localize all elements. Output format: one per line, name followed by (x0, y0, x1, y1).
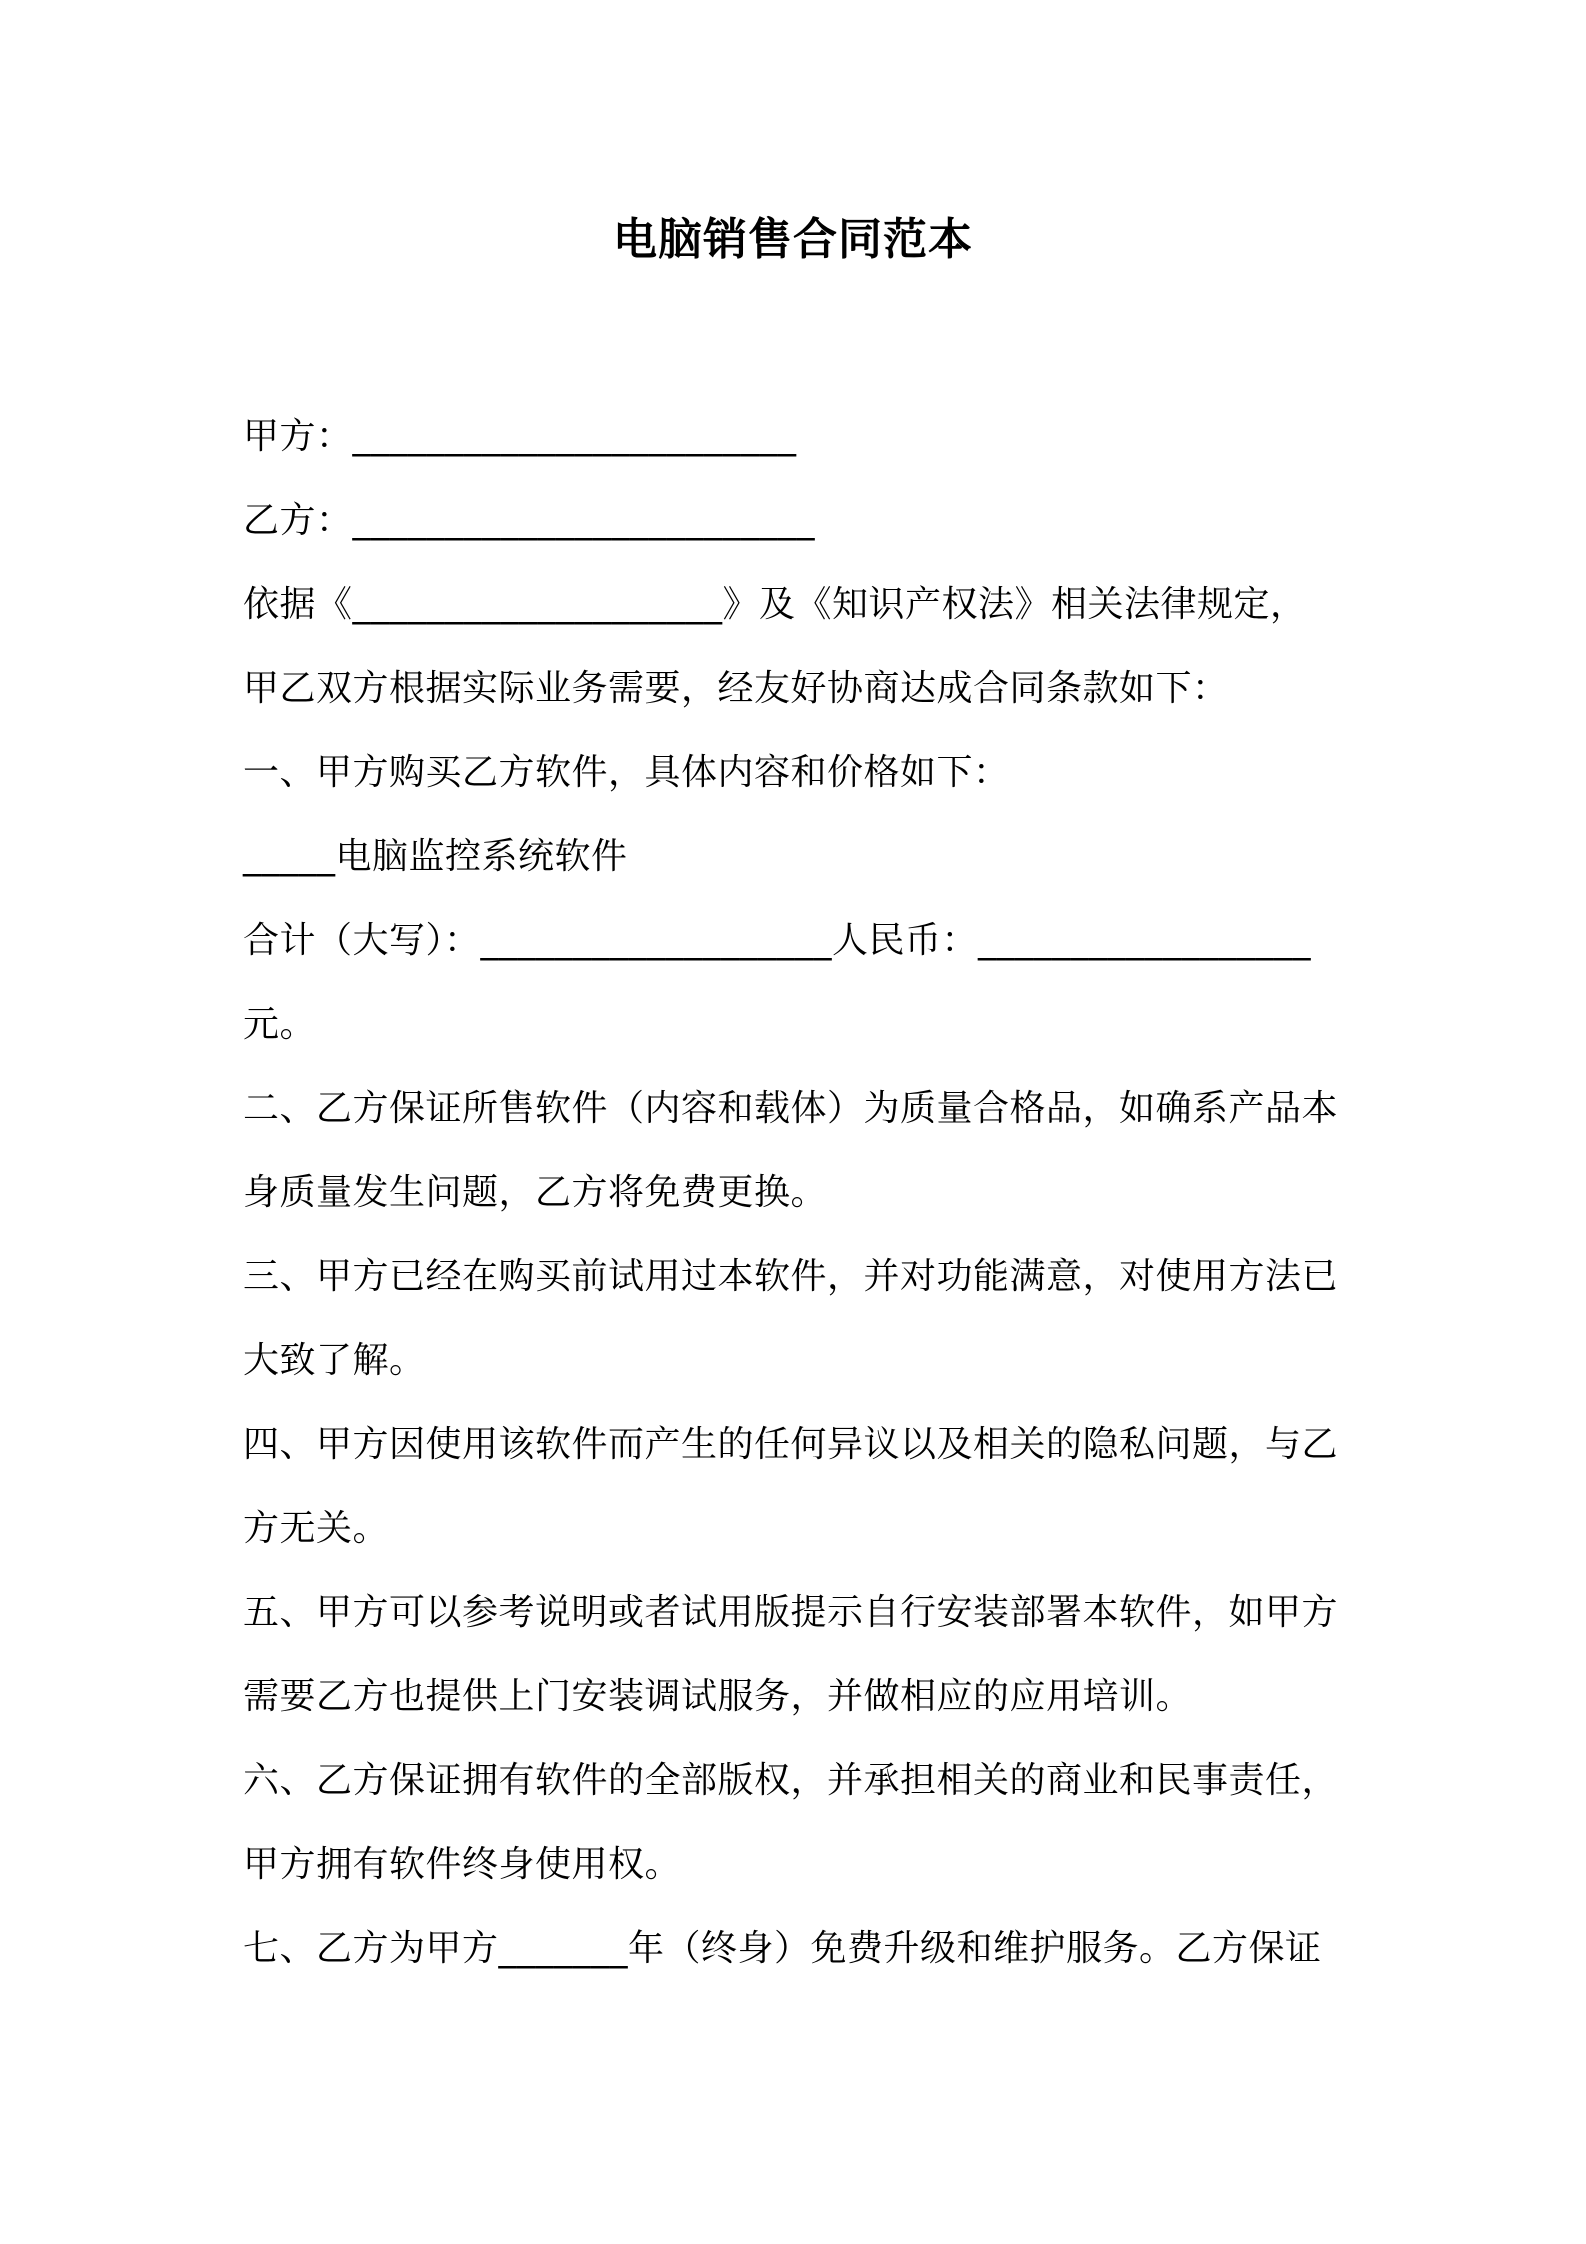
clause-4-line-1: 四、甲方因使用该软件而产生的任何异议以及相关的隐私问题，与乙 (243, 1424, 1339, 1465)
software-line: _____电脑监控系统软件 (243, 836, 628, 877)
clause-6-line-1: 六、乙方保证拥有软件的全部版权，并承担相关的商业和民事责任， (243, 1760, 1339, 1801)
total-unit-line: 元。 (243, 1004, 317, 1045)
clause-4-line-2: 方无关。 (243, 1508, 390, 1549)
basis-line-2: 甲乙双方根据实际业务需要，经友好协商达成合同条款如下： (243, 668, 1229, 709)
clause-6-line-2: 甲方拥有软件终身使用权。 (243, 1844, 682, 1885)
basis-line-1: 依据《____________________》及《知识产权法》相关法律规定， (243, 584, 1307, 625)
clause-2-line-1: 二、乙方保证所售软件（内容和载体）为质量合格品，如确系产品本 (243, 1088, 1339, 1129)
page-title: 电脑销售合同范本 (613, 214, 973, 265)
party-a-line: 甲方：________________________ (243, 416, 797, 457)
clause-1-line: 一、甲方购买乙方软件，具体内容和价格如下： (243, 752, 1010, 793)
clause-2-line-2: 身质量发生问题，乙方将免费更换。 (243, 1172, 828, 1213)
clause-5-line-2: 需要乙方也提供上门安装调试服务，并做相应的应用培训。 (243, 1676, 1193, 1717)
party-b-line: 乙方：_________________________ (243, 500, 816, 541)
clause-7-line-1: 七、乙方为甲方_______年（终身）免费升级和维护服务。乙方保证 (243, 1928, 1322, 1969)
total-line: 合计（大写）：___________________人民币：__________________ (243, 920, 1312, 961)
clause-3-line-1: 三、甲方已经在购买前试用过本软件，并对功能满意，对使用方法已 (243, 1256, 1339, 1297)
clause-5-line-1: 五、甲方可以参考说明或者试用版提示自行安装部署本软件，如甲方 (243, 1592, 1339, 1633)
clause-3-line-2: 大致了解。 (243, 1340, 426, 1381)
